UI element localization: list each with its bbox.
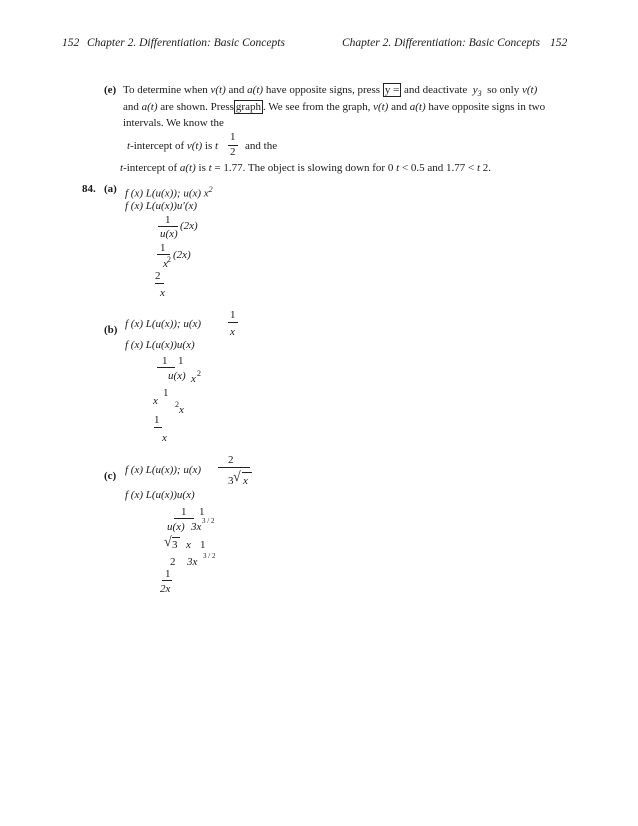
c-line-2: f (x) L(u(x))u(x) — [125, 489, 195, 501]
a-line-3-bar — [158, 226, 178, 227]
half-denominator: 2 — [230, 146, 236, 158]
b-line-5-num: 1 — [154, 414, 160, 426]
part-c-label: (c) — [104, 470, 117, 482]
b-line-2: f (x) L(u(x))u(x) — [125, 339, 195, 351]
a-line-4-den: x — [163, 258, 168, 270]
square-root-sign: √ — [164, 535, 172, 550]
part-e-line-5: t-intercept of a(t) is t = 1.77. The object is slowing down for 0 t < 0.5 and 1.77 < t 2. — [120, 162, 492, 174]
c-line-4-two: 2 — [170, 556, 176, 568]
a-line-3-num: 1 — [165, 214, 171, 226]
b-line-3-num-b: 1 — [178, 355, 184, 367]
a-line-5-bar — [155, 283, 164, 284]
a-line-3-tail: (2x) — [180, 220, 198, 232]
c-line-3-den-a: u(x) — [167, 521, 185, 533]
b-line-1: f (x) L(u(x)); u(x) — [125, 318, 202, 330]
c-line-3-den-b-sup: 3 / 2 — [202, 517, 215, 525]
half-numerator: 1 — [230, 131, 236, 143]
a-line-4-den-sup: 2 — [167, 255, 171, 264]
part-e-line-4-tail: and the — [245, 140, 278, 152]
b-line-3-den-b: x — [191, 373, 196, 385]
b-line-5-den: x — [162, 432, 167, 444]
b-line-1-den: x — [230, 326, 235, 338]
b-line-3-den-a: u(x) — [168, 370, 186, 382]
y-equals-key: y = — [384, 84, 400, 96]
c-line-4-x: x — [186, 539, 191, 551]
part-b-label: (b) — [104, 324, 118, 336]
c-line-1-den-x: x — [243, 475, 248, 487]
a-line-5-den: x — [160, 287, 165, 299]
c-line-3-num-a: 1 — [181, 506, 187, 518]
c-line-1-bar — [218, 467, 250, 468]
c-line-5-num: 1 — [165, 568, 171, 580]
graph-key: graph — [235, 101, 261, 113]
c-line-1-num: 2 — [228, 454, 234, 466]
right-chapter-title: Chapter 2. Differentiation: Basic Concepts — [342, 37, 540, 49]
c-line-1: f (x) L(u(x)); u(x) — [125, 464, 202, 476]
part-e-line-1: To determine when v(t) and a(t) have opposite signs, press y = and deactivate $y_3$ so only v(t) — [123, 84, 538, 99]
b-line-1-bar — [228, 322, 238, 323]
b-line-4-x: x — [153, 395, 158, 407]
part-e-line-3: intervals. We know the — [123, 117, 224, 129]
part-e-line-2: and a(t) are shown. Press graph . We see from the graph, v(t) and a(t) have opposite signs in two — [123, 101, 546, 113]
c-line-4-den-b: 3x — [187, 556, 198, 568]
cube-root-vinculum — [242, 472, 252, 473]
b-line-4-num: 1 — [163, 387, 169, 399]
left-chapter-title: Chapter 2. Differentiation: Basic Concepts — [87, 37, 285, 49]
b-line-5-bar — [154, 427, 162, 428]
a-line-4-tail: (2x) — [173, 249, 191, 261]
problem-number: 84. — [82, 183, 96, 195]
a-line-1: f (x) L(u(x)); u(x) $x^2$ — [125, 185, 213, 200]
b-line-1-num: 1 — [230, 309, 236, 321]
part-e-line-4: t-intercept of v(t) is t — [127, 140, 219, 152]
a-line-4-num: 1 — [160, 242, 166, 254]
c-line-4-den-b-sup: 3 / 2 — [203, 552, 216, 560]
square-root-vinculum — [172, 537, 180, 538]
a-line-2: f (x) L(u(x))u′(x) — [125, 200, 198, 212]
c-line-3-den-b: 3x — [191, 521, 202, 533]
c-line-5-den: 2x — [160, 583, 171, 595]
b-line-3-den-b-sup: 2 — [197, 369, 201, 378]
part-a-label: (a) — [104, 183, 117, 195]
c-line-4-one: 1 — [200, 539, 206, 551]
b-line-4-den-sup: 2 — [175, 400, 179, 409]
c-line-5-bar — [162, 580, 172, 581]
c-line-3-bar-a — [174, 518, 194, 519]
b-line-3-num-a: 1 — [162, 355, 168, 367]
b-line-4-den: x — [179, 404, 184, 416]
c-line-4-rad: 3 — [172, 539, 178, 551]
b-line-3-bar-a — [157, 367, 175, 368]
c-line-3-num-b: 1 — [199, 506, 205, 518]
a-line-5-num: 2 — [155, 270, 161, 282]
left-page-number: 152 — [62, 37, 80, 49]
a-line-3-den: u(x) — [160, 228, 178, 240]
c-line-1-den-coef: 3 — [228, 475, 234, 487]
part-e-label: (e) — [104, 84, 117, 96]
cube-root-sign: √ — [233, 470, 241, 485]
right-page-number: 152 — [550, 37, 568, 49]
